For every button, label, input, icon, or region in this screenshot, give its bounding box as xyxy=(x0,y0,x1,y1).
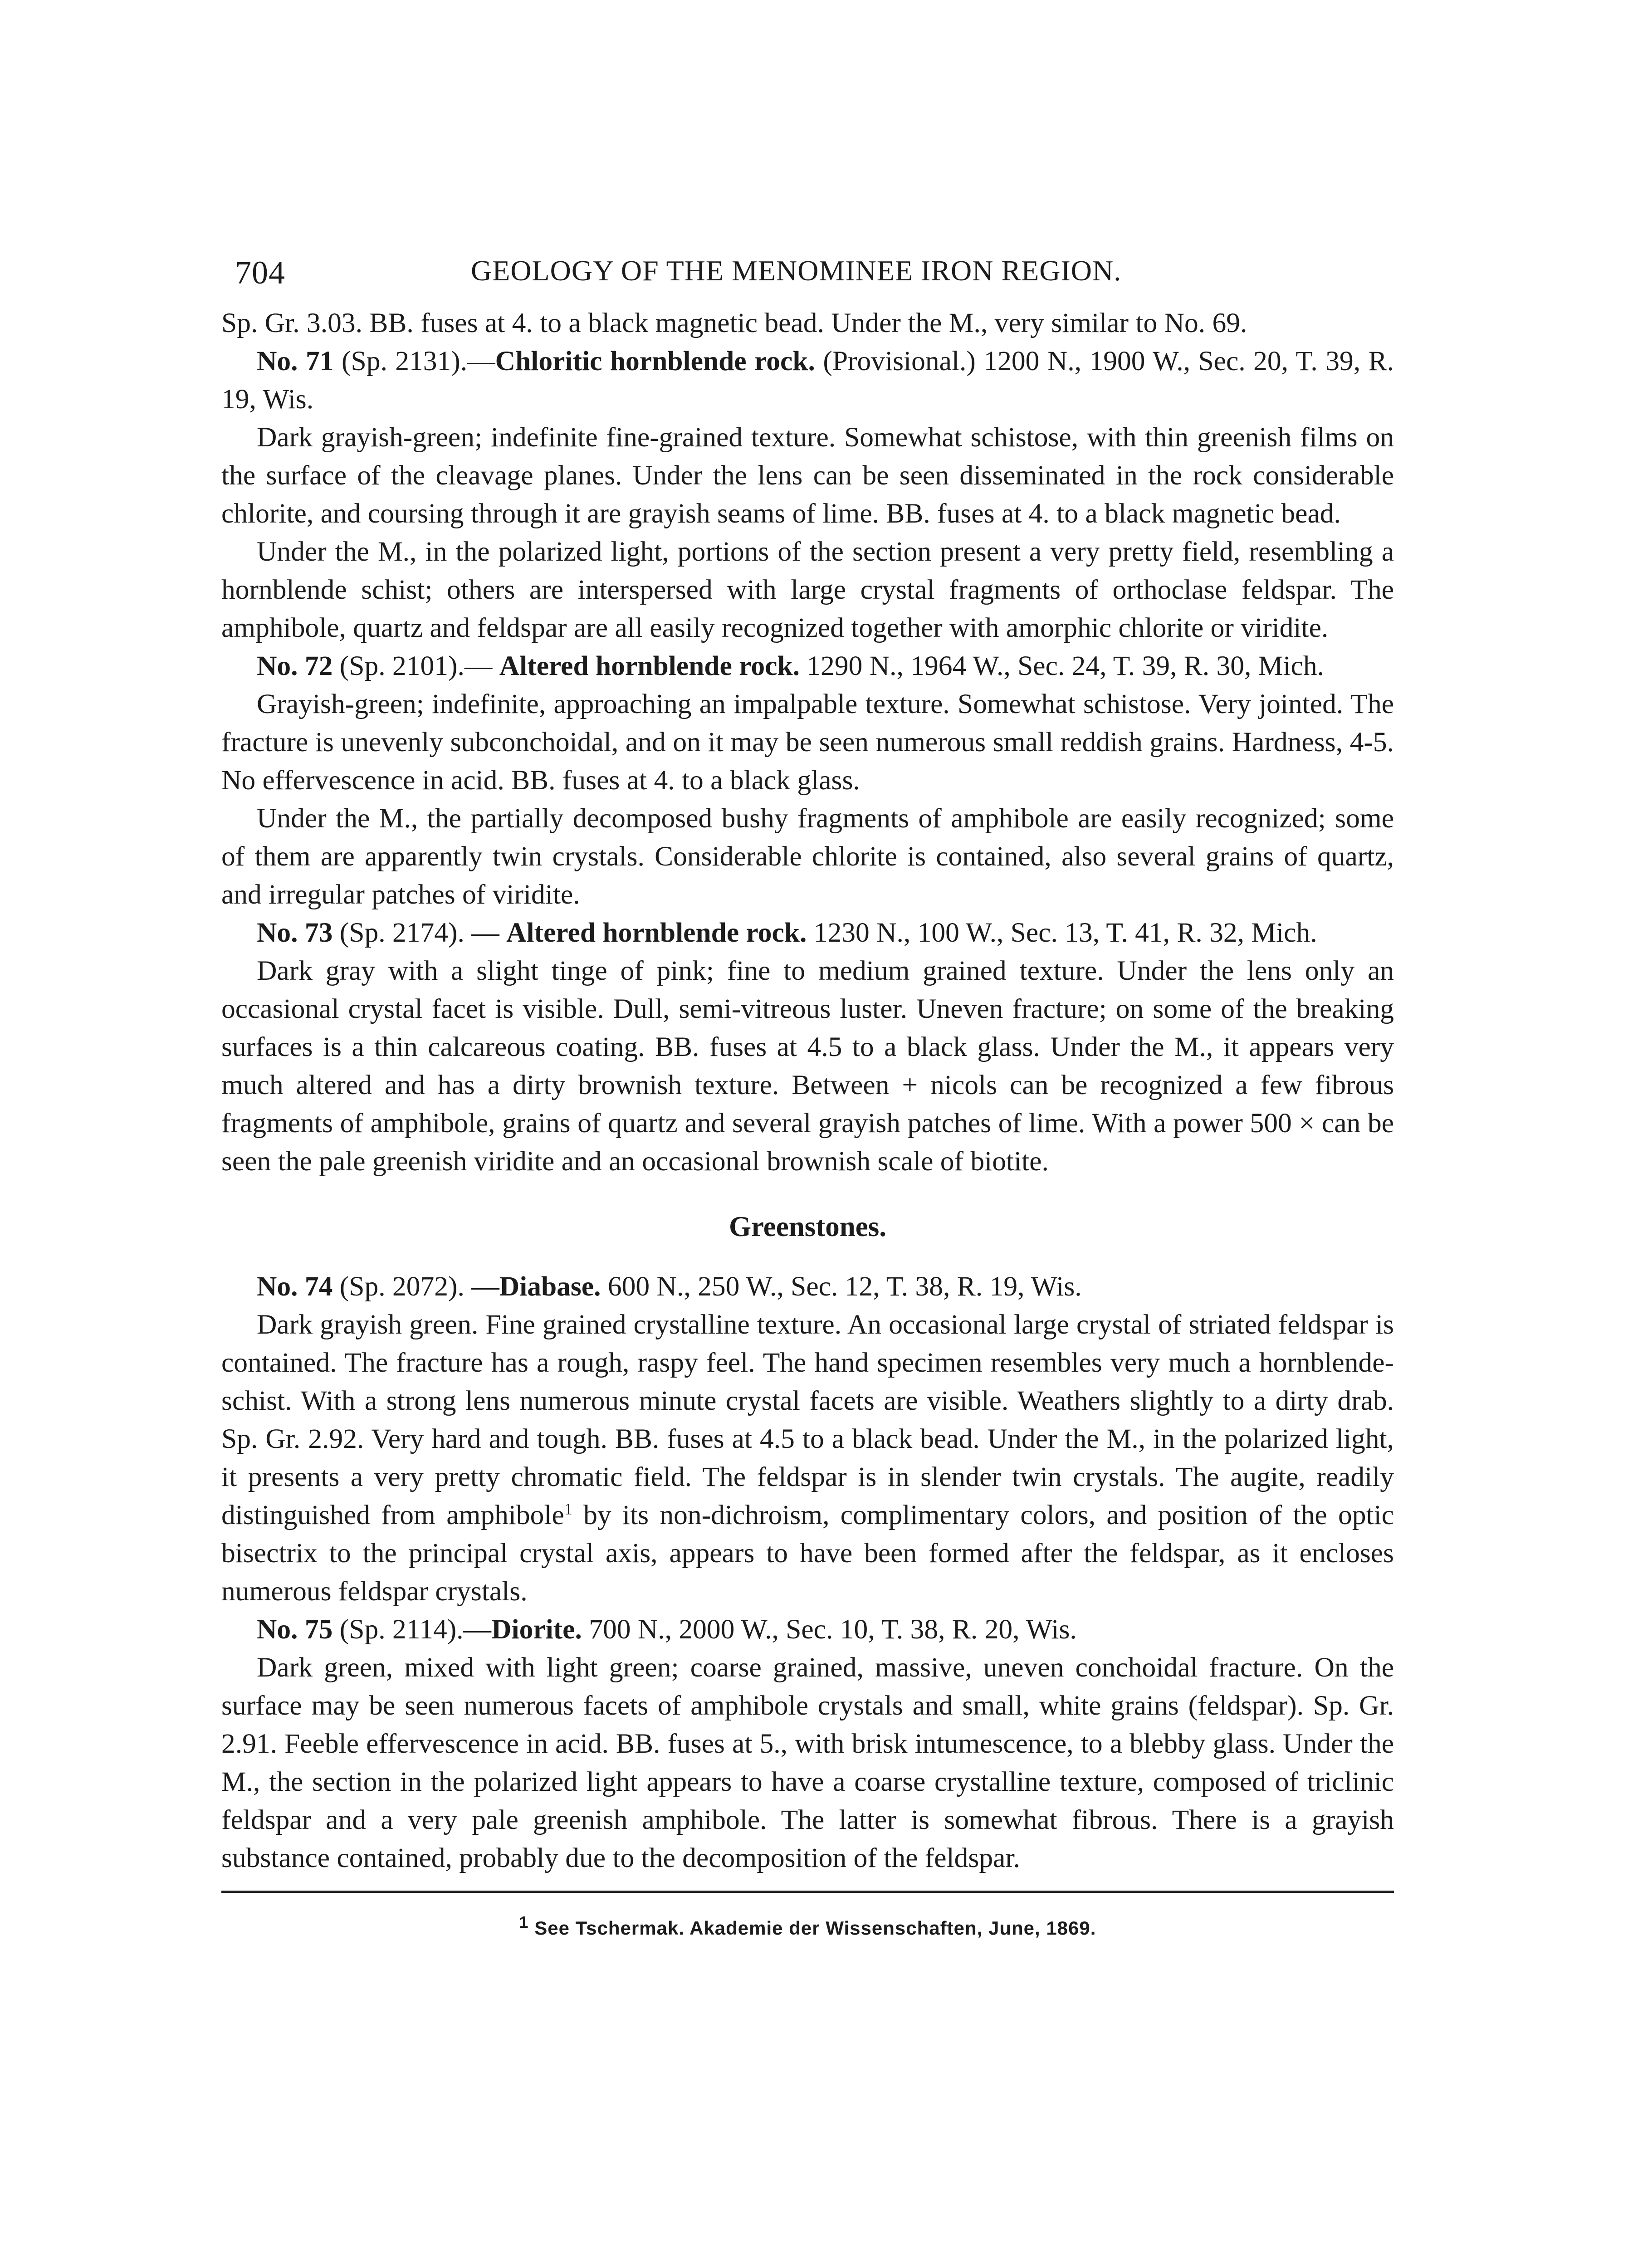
page xyxy=(221,254,1394,2268)
footnote-divider xyxy=(221,1891,1394,1893)
paragraph-text: by its non-dichroism, complimentary colors, and position of the optic bisectrix to the principal crystal axis, appears to have been formed after the feldspar, as it encloses numerous feldspar crystals. xyxy=(221,1500,1394,1607)
specimen-name: Altered hornblende rock. xyxy=(506,917,807,948)
paragraph: Dark grayish-green; indefinite fine-grained texture. Somewhat schistose, with thin greenish films on the surface of the cleavage planes. Under the lens can be seen disseminated in the rock considerable chlorite, and coursing through it are grayish seams of lime. BB. fuses at 4. to a black magnetic bead. xyxy=(221,422,1394,529)
specimen-name: Diabase. xyxy=(499,1271,601,1302)
specimen-number: No. 73 xyxy=(257,917,333,948)
specimen-name: Chloritic hornblende rock. xyxy=(495,346,815,376)
body-text xyxy=(221,304,1394,1947)
specimen-sp: (Sp. 2072). — xyxy=(332,1271,499,1302)
specimen-name: Diorite. xyxy=(491,1614,582,1645)
footnote-marker: 1 xyxy=(519,1913,529,1931)
specimen-sp: (Sp. 2174). — xyxy=(332,917,507,948)
specimen-75-heading xyxy=(221,1610,1394,1648)
section-heading: Greenstones. xyxy=(728,1211,887,1242)
specimen-number: No. 71 xyxy=(257,346,334,376)
paragraph: Under the M., in the polarized light, portions of the section present a very pretty field, resembling a hornblende schist; others are interspersed with large crystal fragments of orthoclase feldspar. The amphibole, quartz and feldspar are all easily recognized together with amorphic chlorite or viridite. xyxy=(221,536,1394,643)
specimen-71-heading xyxy=(221,342,1394,418)
page-number: 704 xyxy=(235,254,285,291)
specimen-73-heading xyxy=(221,914,1394,952)
paragraph-text: Dark grayish green. Fine grained crystalline texture. An occasional large crystal of striated feldspar is contained. The fracture has a rough, raspy feel. The hand specimen resembles very much a hornblende-schist. With a strong lens numerous minute crystal facets are visible. Weathers slightly to a dirty drab. Sp. Gr. 2.92. Very hard and tough. BB. fuses at 4.5 to a black bead. Under the M., in the polarized light, it presents a very pretty chromatic field. The feldspar is in slender twin crystals. The augite, readily distinguished from amphibole xyxy=(221,1309,1394,1530)
specimen-74-heading xyxy=(221,1267,1394,1305)
paragraph: Dark gray with a slight tinge of pink; fine to medium grained texture. Under the lens only an occasional crystal facet is visible. Dull, semi-vitreous luster. Uneven fracture; on some of the breaking surfaces is a thin calcareous coating. BB. fuses at 4.5 to a black glass. Under the M., it appears very much altered and has a dirty brownish texture. Between + nicols can be recognized a few fibrous fragments of amphibole, grains of quartz and several grayish patches of lime. With a power 500 × can be seen the pale greenish viridite and an occasional brownish scale of biotite. xyxy=(221,955,1394,1177)
paragraph: Dark green, mixed with light green; coarse grained, massive, uneven conchoidal fracture. On the surface may be seen numerous facets of amphibole crystals and small, white grains (feldspar). Sp. Gr. 2.91. Feeble effervescence in acid. BB. fuses at 5., with brisk intumescence, to a blebby glass. Under the M., the section in the polarized light appears to have a coarse crystalline texture, composed of triclinic feldspar and a very pale greenish amphibole. The latter is somewhat fibrous. There is a grayish substance contained, probably due to the decomposition of the feldspar. xyxy=(221,1652,1394,1873)
paragraph-continued: Sp. Gr. 3.03. BB. fuses at 4. to a black magnetic bead. Under the M., very similar to No. 69. xyxy=(221,308,1247,338)
specimen-name: Altered hornblende rock. xyxy=(499,650,800,681)
footnote-text: See Tschermak. Akademie der Wissenschaften, June, 1869. xyxy=(528,1917,1096,1939)
running-title: GEOLOGY OF THE MENOMINEE IRON REGION. xyxy=(471,254,1122,287)
footnote xyxy=(221,1909,1394,1947)
specimen-72-heading xyxy=(221,647,1394,685)
specimen-sp: (Sp. 2101).— xyxy=(332,650,499,681)
paragraph: Under the M., the partially decomposed bushy fragments of amphibole are easily recognized; some of them are apparently twin crystals. Considerable chlorite is contained, also several grains of quartz, and irregular patches of viridite. xyxy=(221,803,1394,910)
specimen-location: 1290 N., 1964 W., Sec. 24, T. 39, R. 30, Mich. xyxy=(800,650,1324,681)
paragraph: Grayish-green; indefinite, approaching an impalpable texture. Somewhat schistose. Very jointed. The fracture is unevenly subconchoidal, and on it may be seen numerous small reddish grains. Hardness, 4-5. No effervescence in acid. BB. fuses at 4. to a black glass. xyxy=(221,689,1394,796)
specimen-number: No. 75 xyxy=(257,1614,333,1645)
specimen-sp: (Sp. 2114).— xyxy=(332,1614,492,1645)
specimen-number: No. 72 xyxy=(257,650,333,681)
specimen-location: (Provisional.) 1200 N., 1900 W., Sec. 20, T. 39, R. 19, Wis. xyxy=(221,346,1394,415)
specimen-location: 600 N., 250 W., Sec. 12, T. 38, R. 19, Wis. xyxy=(601,1271,1082,1302)
footnote-reference[interactable]: 1 xyxy=(564,1500,572,1518)
specimen-location: 700 N., 2000 W., Sec. 10, T. 38, R. 20, Wis. xyxy=(582,1614,1077,1645)
running-head xyxy=(221,254,1394,304)
specimen-sp: (Sp. 2131).— xyxy=(333,346,495,376)
specimen-number: No. 74 xyxy=(257,1271,333,1302)
specimen-location: 1230 N., 100 W., Sec. 13, T. 41, R. 32, Mich. xyxy=(807,917,1317,948)
paragraph xyxy=(221,1305,1394,1610)
